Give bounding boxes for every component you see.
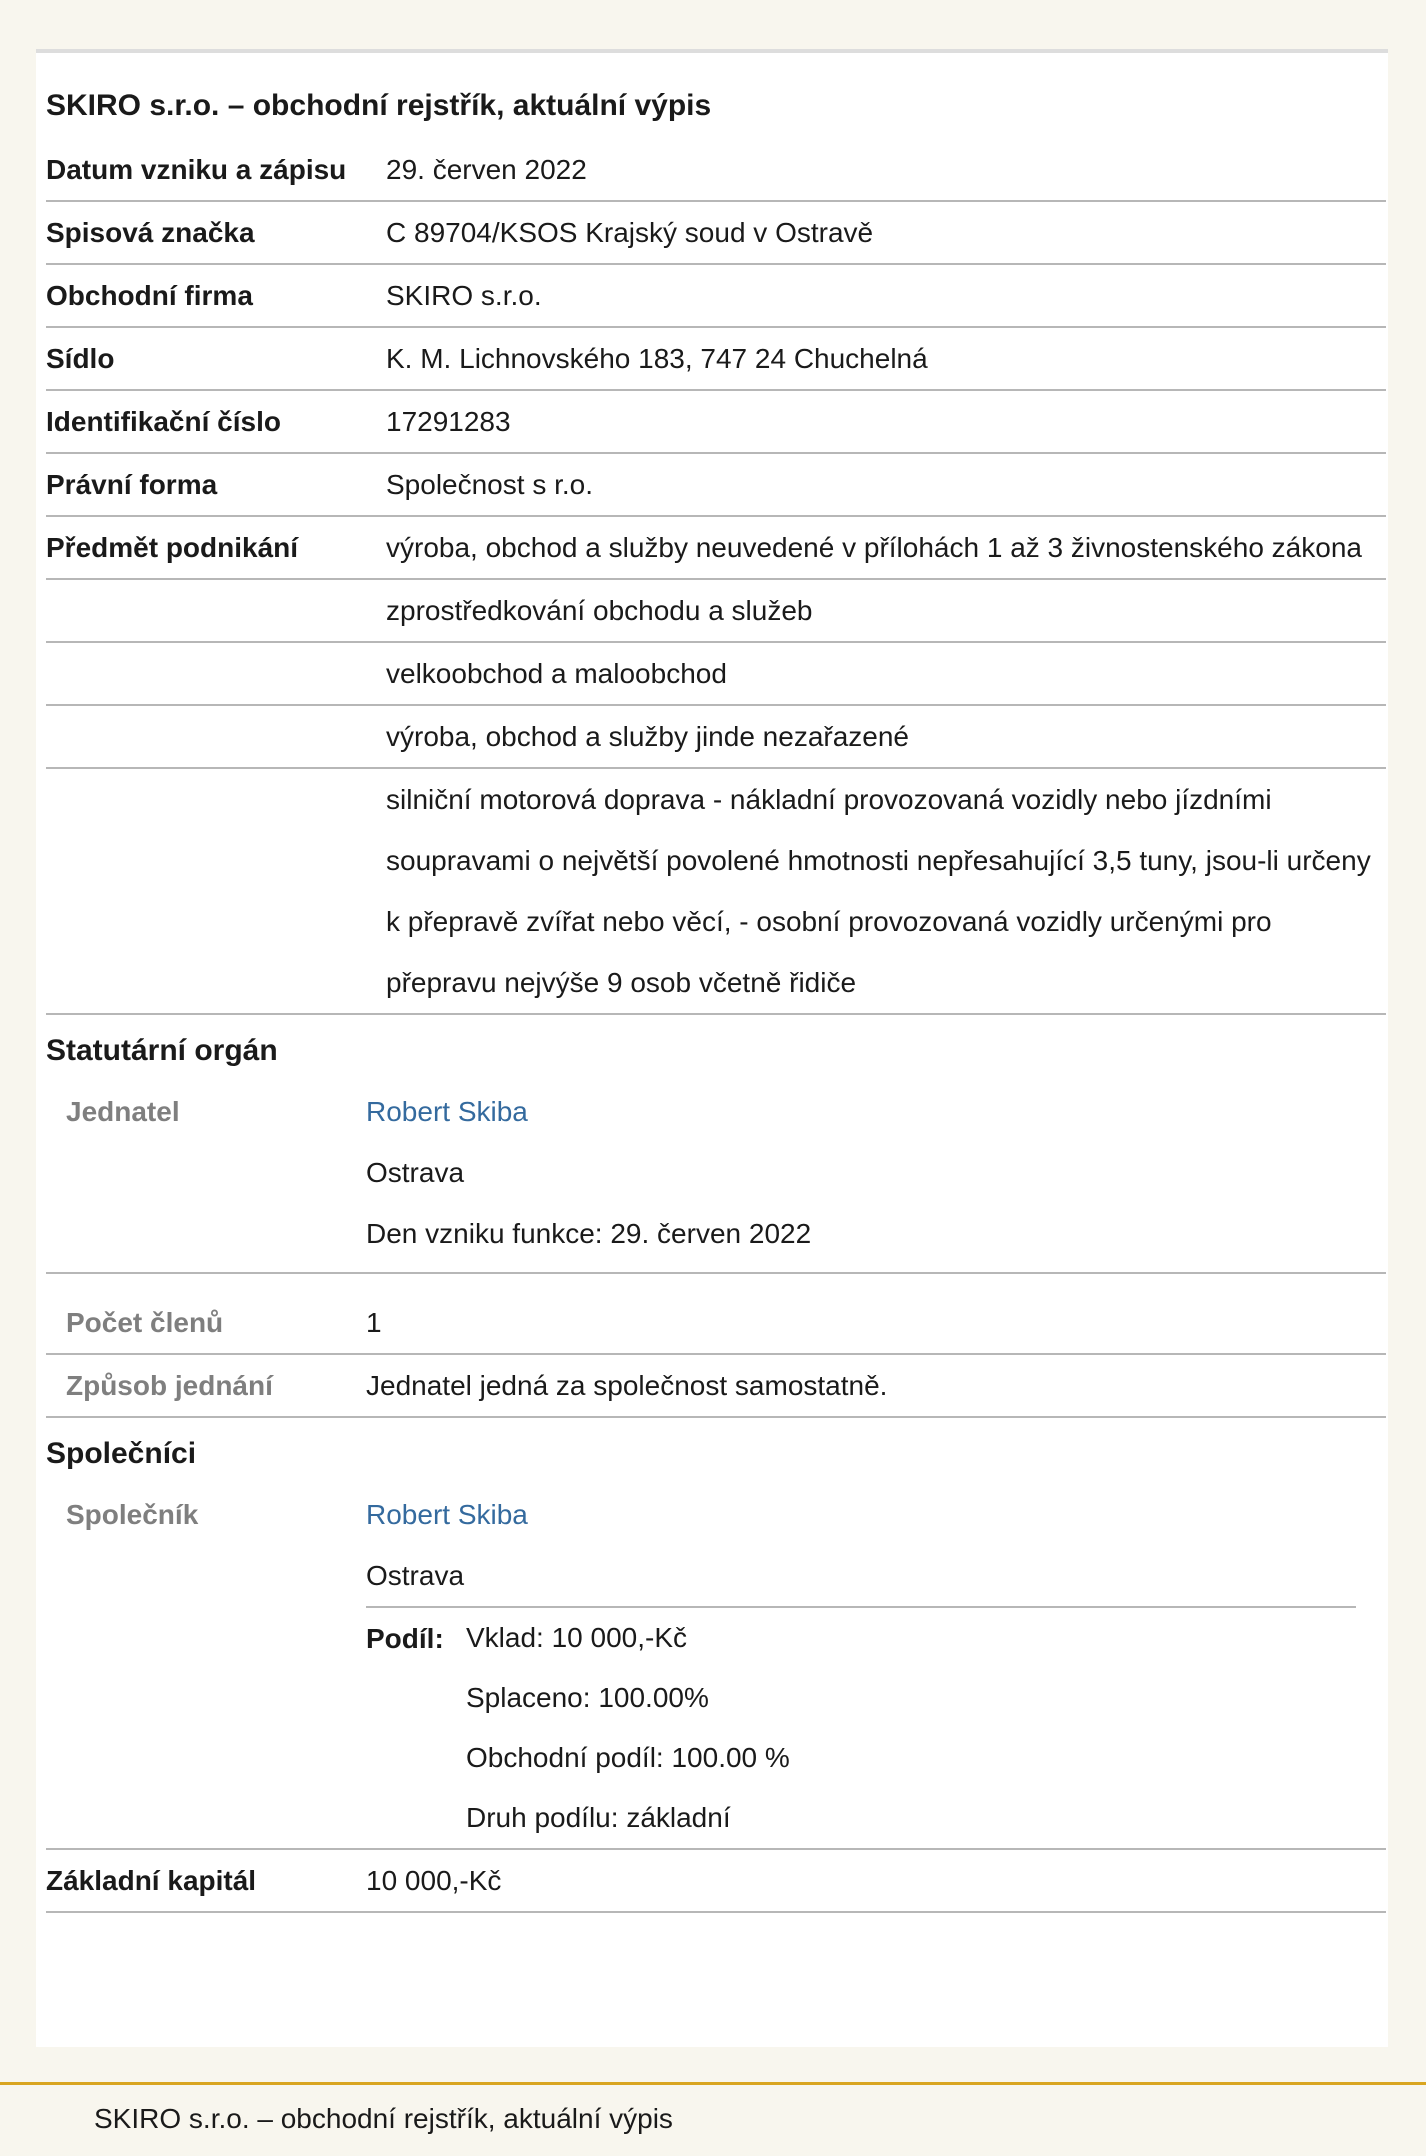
ico-label: Identifikační číslo — [46, 390, 386, 453]
row-predmet-5 — [46, 768, 1386, 1014]
podil-block — [366, 1606, 1356, 1848]
jednatel-since: Den vzniku funkce: 29. červen 2022 — [366, 1218, 812, 1249]
predmet-label: Předmět podnikání — [46, 516, 386, 579]
company-record-table — [46, 139, 1386, 1015]
jednatel-details — [366, 1081, 1386, 1273]
sidlo-label: Sídlo — [46, 327, 386, 390]
kapital-value: 10 000,-Kč — [366, 1849, 1386, 1912]
datum-value: 29. červen 2022 — [386, 139, 1386, 201]
forma-value: Společnost s r.o. — [386, 453, 1386, 516]
empty-label — [46, 579, 386, 642]
empty-label — [46, 642, 386, 705]
ico-value: 17291283 — [386, 390, 1386, 453]
sidlo-value: K. M. Lichnovského 183, 747 24 Chuchelná — [386, 327, 1386, 390]
row-ico — [46, 390, 1386, 453]
datum-label: Datum vzniku a zápisu — [46, 139, 386, 201]
spis-value: C 89704/KSOS Krajský soud v Ostravě — [386, 201, 1386, 264]
row-forma — [46, 453, 1386, 516]
row-predmet-3 — [46, 642, 1386, 705]
jednatel-label: Jednatel — [46, 1081, 366, 1273]
row-pocet — [46, 1273, 1386, 1354]
row-datum — [46, 139, 1386, 201]
jednatel-name-link[interactable]: Robert Skiba — [366, 1096, 528, 1127]
pocet-label: Počet členů — [46, 1273, 366, 1354]
spolecnik-label: Společník — [46, 1484, 366, 1849]
page-title: SKIRO s.r.o. – obchodní rejstřík, aktuální výpis — [46, 89, 712, 122]
row-spolecnik — [46, 1484, 1386, 1849]
row-zpusob — [46, 1354, 1386, 1417]
forma-label: Právní forma — [46, 453, 386, 516]
podil-label: Podíl: — [366, 1623, 444, 1654]
footer — [0, 2082, 1426, 2156]
footer-text: SKIRO s.r.o. – obchodní rejstřík, aktuální výpis — [94, 2103, 673, 2134]
register-extract-card — [36, 49, 1388, 2047]
row-predmet-1 — [46, 516, 1386, 579]
predmet-item: zprostředkování obchodu a služeb — [386, 579, 1386, 642]
empty-label — [46, 768, 386, 1014]
predmet-item: velkoobchod a maloobchod — [386, 642, 1386, 705]
kapital-label: Základní kapitál — [46, 1849, 366, 1912]
spolecnik-details — [366, 1484, 1386, 1849]
empty-label — [46, 705, 386, 768]
extract-content — [46, 53, 1386, 1913]
statutarni-table — [46, 1081, 1386, 1418]
podil-druh: Druh podílu: základní — [466, 1802, 731, 1833]
zpusob-label: Způsob jednání — [46, 1354, 366, 1417]
spolecnici-table — [46, 1484, 1386, 1913]
podil-lines — [466, 1608, 790, 1848]
row-spis — [46, 201, 1386, 264]
row-sidlo — [46, 327, 1386, 390]
spis-label: Spisová značka — [46, 201, 386, 264]
predmet-item: výroba, obchod a služby jinde nezařazené — [386, 705, 1386, 768]
row-kapital — [46, 1849, 1386, 1912]
spolecnici-section-title: Společníci — [46, 1437, 197, 1470]
firma-value: SKIRO s.r.o. — [386, 264, 1386, 327]
predmet-item: silniční motorová doprava - nákladní provozovaná vozidly nebo jízdními soupravami o největší povolené hmotnosti nepřesahující 3,5 tuny, jsou-li určeny k přepravě zvířat nebo věcí, - osobní provozovaná vozidly určenými pro přepravu nejvýše 9 osob včetně řidiče — [386, 768, 1386, 1014]
predmet-item: výroba, obchod a služby neuvedené v přílohách 1 až 3 živnostenského zákona — [386, 516, 1386, 579]
pocet-value: 1 — [366, 1273, 1386, 1354]
jednatel-city: Ostrava — [366, 1157, 465, 1188]
podil-vklad: Vklad: 10 000,-Kč — [466, 1622, 688, 1653]
spolecnik-name-link[interactable]: Robert Skiba — [366, 1499, 528, 1530]
row-firma — [46, 264, 1386, 327]
podil-obchodni: Obchodní podíl: 100.00 % — [466, 1742, 790, 1773]
spolecnik-city: Ostrava — [366, 1560, 465, 1591]
firma-label: Obchodní firma — [46, 264, 386, 327]
statutarni-section-title: Statutární orgán — [46, 1034, 278, 1067]
zpusob-value: Jednatel jedná za společnost samostatně. — [366, 1354, 1386, 1417]
row-predmet-2 — [46, 579, 1386, 642]
row-jednatel — [46, 1081, 1386, 1273]
row-predmet-4 — [46, 705, 1386, 768]
podil-splaceno: Splaceno: 100.00% — [466, 1682, 709, 1713]
